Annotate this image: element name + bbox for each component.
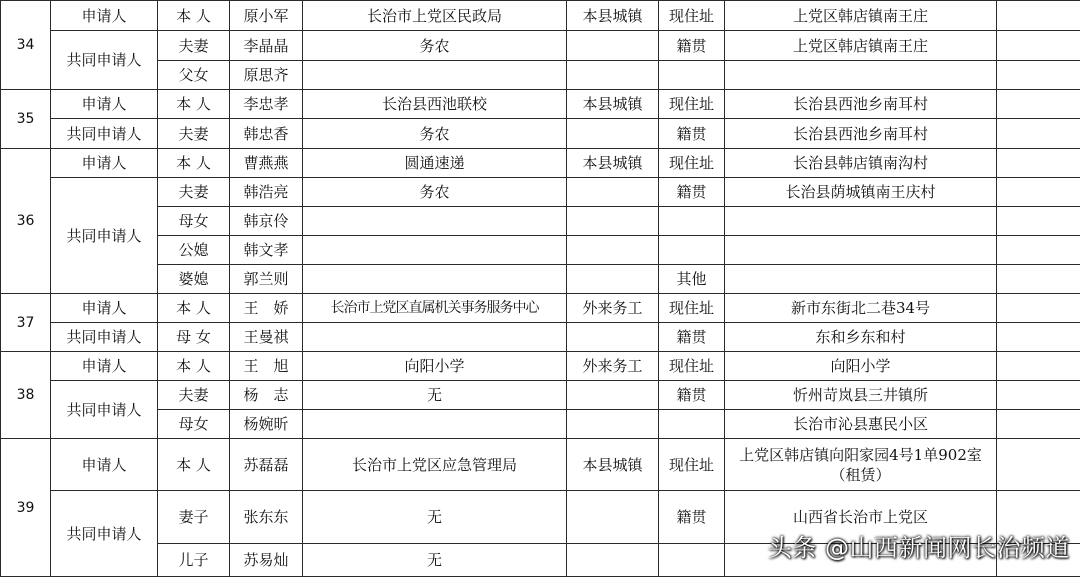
household-type-cell: [567, 544, 659, 577]
household-type-cell: [567, 381, 659, 410]
relation-cell: 公媳: [158, 236, 230, 265]
remark-cell: [997, 31, 1080, 61]
household-type-cell: 本县城镇: [567, 439, 659, 491]
table-row: [1, 119, 1080, 149]
name-cell: 王 娇: [230, 294, 303, 323]
workplace-cell: 长治市上党区直属机关事务服务中心: [303, 294, 567, 323]
relation-cell: 母女: [158, 410, 230, 439]
relation-cell: 本 人: [158, 1, 230, 31]
household-type-cell: [567, 61, 659, 90]
name-cell: 韩忠香: [230, 119, 303, 149]
table-row: [1, 90, 1080, 119]
address-type-cell: 籍贯: [659, 178, 725, 207]
name-cell: 曹燕燕: [230, 149, 303, 178]
address-cell: [725, 265, 997, 294]
workplace-cell: 圆通速递: [303, 149, 567, 178]
workplace-cell: [303, 61, 567, 90]
remark-cell: [997, 439, 1080, 491]
table-row: [1, 178, 1080, 207]
address-type-cell: 现住址: [659, 1, 725, 31]
address-cell: 长治县西池乡南耳村: [725, 119, 997, 149]
address-cell: 上党区韩店镇南王庄: [725, 31, 997, 61]
workplace-cell: [303, 410, 567, 439]
remark-cell: [997, 352, 1080, 381]
remark-cell: [997, 90, 1080, 119]
household-type-cell: [567, 119, 659, 149]
group-number: 35: [1, 90, 51, 149]
source-watermark: 头条 @山西新闻网长治频道: [768, 528, 1070, 563]
address-cell: 新市东街北二巷34号: [725, 294, 997, 323]
workplace-cell: 无: [303, 544, 567, 577]
remark-cell: [997, 294, 1080, 323]
workplace-cell: 务农: [303, 178, 567, 207]
name-cell: 韩京伶: [230, 207, 303, 236]
remark-cell: [997, 410, 1080, 439]
relation-cell: 父女: [158, 61, 230, 90]
workplace-cell: [303, 265, 567, 294]
remark-cell: [997, 236, 1080, 265]
address-type-cell: 现住址: [659, 294, 725, 323]
relation-cell: 本 人: [158, 90, 230, 119]
relation-cell: 婆媳: [158, 265, 230, 294]
address-cell: 向阳小学: [725, 352, 997, 381]
table-row: [1, 410, 1080, 439]
name-cell: 苏易灿: [230, 544, 303, 577]
role-cell: 申请人: [51, 294, 158, 323]
address-cell: 长治县西池乡南耳村: [725, 90, 997, 119]
table-row: [1, 207, 1080, 236]
table-row: [1, 61, 1080, 90]
household-type-cell: 本县城镇: [567, 149, 659, 178]
group-number: 38: [1, 352, 51, 439]
relation-cell: 夫妻: [158, 178, 230, 207]
address-cell: [725, 236, 997, 265]
address-type-cell: [659, 236, 725, 265]
table-row: [1, 323, 1080, 352]
table-row: [1, 1, 1080, 31]
relation-cell: 本 人: [158, 439, 230, 491]
table-row: [1, 381, 1080, 410]
table-row: [1, 149, 1080, 178]
address-cell: 东和乡东和村: [725, 323, 997, 352]
role-cell: 共同申请人: [51, 491, 158, 577]
address-type-cell: 现住址: [659, 90, 725, 119]
relation-cell: 夫妻: [158, 31, 230, 61]
workplace-cell: 务农: [303, 31, 567, 61]
name-cell: 李忠孝: [230, 90, 303, 119]
remark-cell: [997, 119, 1080, 149]
address-type-cell: 籍贯: [659, 323, 725, 352]
remark-cell: [997, 381, 1080, 410]
household-type-cell: [567, 31, 659, 61]
name-cell: 李晶晶: [230, 31, 303, 61]
name-cell: 王曼祺: [230, 323, 303, 352]
group-number: 39: [1, 439, 51, 577]
name-cell: 张东东: [230, 491, 303, 544]
group-number: 36: [1, 149, 51, 294]
address-type-cell: [659, 61, 725, 90]
workplace-cell: [303, 207, 567, 236]
address-cell: 长治县韩店镇南沟村: [725, 149, 997, 178]
remark-cell: [997, 1, 1080, 31]
role-cell: 申请人: [51, 1, 158, 31]
role-cell: 申请人: [51, 439, 158, 491]
remark-cell: [997, 323, 1080, 352]
role-cell: 共同申请人: [51, 119, 158, 149]
household-type-cell: 外来务工: [567, 352, 659, 381]
remark-cell: [997, 265, 1080, 294]
relation-cell: 儿子: [158, 544, 230, 577]
address-type-cell: [659, 207, 725, 236]
role-cell: 共同申请人: [51, 323, 158, 352]
group-number: 34: [1, 1, 51, 90]
name-cell: 原小军: [230, 1, 303, 31]
relation-cell: 妻子: [158, 491, 230, 544]
household-type-cell: 本县城镇: [567, 1, 659, 31]
address-type-cell: 其他: [659, 265, 725, 294]
address-type-cell: [659, 544, 725, 577]
address-cell: 上党区韩店镇南王庄: [725, 1, 997, 31]
workplace-cell: [303, 323, 567, 352]
table-row: [1, 352, 1080, 381]
role-cell: 申请人: [51, 352, 158, 381]
role-cell: 共同申请人: [51, 178, 158, 294]
workplace-cell: 无: [303, 491, 567, 544]
household-type-cell: [567, 207, 659, 236]
household-type-cell: 外来务工: [567, 294, 659, 323]
table-row: [1, 31, 1080, 61]
relation-cell: 母 女: [158, 323, 230, 352]
household-type-cell: [567, 178, 659, 207]
remark-cell: [997, 149, 1080, 178]
table-row: [1, 265, 1080, 294]
address-type-cell: 籍贯: [659, 119, 725, 149]
role-cell: 申请人: [51, 149, 158, 178]
workplace-cell: 务农: [303, 119, 567, 149]
name-cell: 原思齐: [230, 61, 303, 90]
household-type-cell: [567, 491, 659, 544]
address-type-cell: 现住址: [659, 439, 725, 491]
household-type-cell: [567, 410, 659, 439]
role-cell: 共同申请人: [51, 31, 158, 90]
name-cell: 杨 志: [230, 381, 303, 410]
workplace-cell: 长治市上党区民政局: [303, 1, 567, 31]
household-type-cell: [567, 236, 659, 265]
address-type-cell: 籍贯: [659, 491, 725, 544]
remark-cell: [997, 178, 1080, 207]
table-row: [1, 236, 1080, 265]
relation-cell: 本 人: [158, 352, 230, 381]
address-cell: 忻州苛岚县三井镇所: [725, 381, 997, 410]
address-type-cell: 籍贯: [659, 31, 725, 61]
name-cell: 韩文孝: [230, 236, 303, 265]
household-type-cell: 本县城镇: [567, 90, 659, 119]
relation-cell: 本 人: [158, 149, 230, 178]
relation-cell: 本 人: [158, 294, 230, 323]
name-cell: 杨婉昕: [230, 410, 303, 439]
workplace-cell: 无: [303, 381, 567, 410]
household-type-cell: [567, 323, 659, 352]
workplace-cell: 长治市上党区应急管理局: [303, 439, 567, 491]
address-cell: 上党区韩店镇向阳家园4号1单902室（租赁）: [725, 439, 997, 491]
role-cell: 申请人: [51, 90, 158, 119]
address-cell: 长治县荫城镇南王庆村: [725, 178, 997, 207]
name-cell: 王 旭: [230, 352, 303, 381]
name-cell: 郭兰则: [230, 265, 303, 294]
address-cell: [725, 61, 997, 90]
household-type-cell: [567, 265, 659, 294]
workplace-cell: 长治县西池联校: [303, 90, 567, 119]
address-type-cell: [659, 410, 725, 439]
remark-cell: [997, 207, 1080, 236]
relation-cell: 夫妻: [158, 119, 230, 149]
workplace-cell: 向阳小学: [303, 352, 567, 381]
relation-cell: 夫妻: [158, 381, 230, 410]
address-cell: 长治市沁县惠民小区: [725, 410, 997, 439]
address-type-cell: 籍贯: [659, 381, 725, 410]
workplace-cell: [303, 236, 567, 265]
address-cell: 山西省长治市上党区: [725, 491, 997, 544]
role-cell: 共同申请人: [51, 381, 158, 439]
address-type-cell: 现住址: [659, 149, 725, 178]
name-cell: 苏磊磊: [230, 439, 303, 491]
address-cell: [725, 207, 997, 236]
name-cell: 韩浩亮: [230, 178, 303, 207]
group-number: 37: [1, 294, 51, 352]
address-type-cell: 现住址: [659, 352, 725, 381]
table-row: [1, 439, 1080, 491]
table-row: [1, 294, 1080, 323]
relation-cell: 母女: [158, 207, 230, 236]
remark-cell: [997, 61, 1080, 90]
